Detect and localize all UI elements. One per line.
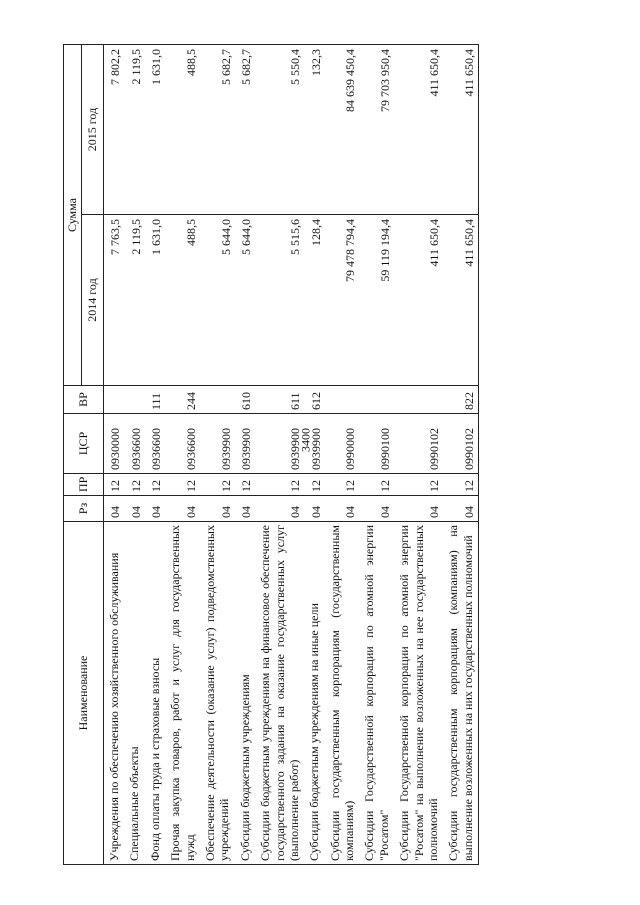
row-name: Субсидии Государственной корпорации по атомной энергии "Росатом" на выполнение возложенных на нее государственных полномочий bbox=[394, 522, 443, 865]
row-vr bbox=[124, 386, 144, 414]
row-name: Субсидии бюджетным учреждениям на иные цели bbox=[304, 522, 324, 865]
row-pr: 12 bbox=[200, 474, 235, 496]
row-vr: 111 bbox=[145, 386, 165, 414]
table-row bbox=[304, 44, 324, 864]
row-name: Фонд оплаты труда и страховые взносы bbox=[145, 522, 165, 865]
row-name: Учреждения по обеспечению хозяйственного обслуживания bbox=[104, 522, 125, 865]
row-rz: 04 bbox=[325, 496, 360, 522]
row-csr: 0936600 bbox=[165, 414, 200, 474]
row-sum-2015: 5 682,7 bbox=[235, 44, 255, 214]
header-2015: 2015 год bbox=[82, 44, 104, 214]
row-name: Прочая закупка товаров, работ и услуг для государственных нужд bbox=[165, 522, 200, 865]
table-row bbox=[124, 44, 144, 864]
row-csr: 0939900 bbox=[235, 414, 255, 474]
row-rz: 04 bbox=[304, 496, 324, 522]
row-pr: 12 bbox=[124, 474, 144, 496]
table-row bbox=[255, 44, 304, 864]
row-sum-2014: 79 478 794,4 bbox=[325, 215, 360, 386]
row-vr: 822 bbox=[443, 386, 478, 414]
table-row bbox=[394, 44, 443, 864]
row-pr: 12 bbox=[325, 474, 360, 496]
table-row bbox=[359, 44, 394, 864]
row-csr: 0939900 bbox=[304, 414, 324, 474]
header-name: Наименование bbox=[64, 522, 104, 865]
row-pr: 12 bbox=[235, 474, 255, 496]
row-sum-2015: 411 650,4 bbox=[394, 44, 443, 214]
row-sum-2014: 5 644,0 bbox=[200, 215, 235, 386]
row-name: Субсидии государственным корпорациям (государственным компаниям) bbox=[325, 522, 360, 865]
row-rz: 04 bbox=[394, 496, 443, 522]
row-sum-2014: 488,5 bbox=[165, 215, 200, 386]
page-number: 3400 bbox=[298, 428, 313, 452]
row-rz: 04 bbox=[235, 496, 255, 522]
row-csr: 0990000 bbox=[325, 414, 360, 474]
header-2014: 2014 год bbox=[82, 215, 104, 386]
row-rz: 04 bbox=[200, 496, 235, 522]
header-vr: ВР bbox=[64, 386, 104, 414]
row-sum-2015: 7 802,2 bbox=[104, 44, 125, 214]
row-sum-2014: 5 644,0 bbox=[235, 215, 255, 386]
row-sum-2014: 128,4 bbox=[304, 215, 324, 386]
row-vr: 244 bbox=[165, 386, 200, 414]
row-sum-2014: 1 631,0 bbox=[145, 215, 165, 386]
row-sum-2014: 7 763,5 bbox=[104, 215, 125, 386]
row-sum-2014: 411 650,4 bbox=[394, 215, 443, 386]
row-sum-2014: 2 119,5 bbox=[124, 215, 144, 386]
row-pr: 12 bbox=[304, 474, 324, 496]
row-name: Субсидии Государственной корпорации по атомной энергии "Росатом" bbox=[359, 522, 394, 865]
row-vr bbox=[104, 386, 125, 414]
row-vr bbox=[200, 386, 235, 414]
row-sum-2015: 84 639 450,4 bbox=[325, 44, 360, 214]
row-name: Субсидии государственным корпорациям (компаниям) на выполнение возложенных на них государственных полномочий bbox=[443, 522, 478, 865]
table-header bbox=[64, 44, 104, 864]
row-rz: 04 bbox=[104, 496, 125, 522]
row-vr bbox=[359, 386, 394, 414]
row-sum-2014: 59 119 194,4 bbox=[359, 215, 394, 386]
row-rz: 04 bbox=[359, 496, 394, 522]
row-name: Специальные объекты bbox=[124, 522, 144, 865]
row-sum-2015: 1 631,0 bbox=[145, 44, 165, 214]
row-vr: 610 bbox=[235, 386, 255, 414]
row-rz: 04 bbox=[124, 496, 144, 522]
table-row bbox=[235, 44, 255, 864]
row-csr: 0930000 bbox=[104, 414, 125, 474]
row-rz: 04 bbox=[255, 496, 304, 522]
row-sum-2015: 2 119,5 bbox=[124, 44, 144, 214]
header-rz: Рз bbox=[64, 496, 104, 522]
row-sum-2015: 132,3 bbox=[304, 44, 324, 214]
header-sum: Сумма bbox=[64, 44, 82, 385]
row-vr bbox=[325, 386, 360, 414]
table-row bbox=[104, 44, 125, 864]
row-sum-2015: 79 703 950,4 bbox=[359, 44, 394, 214]
row-pr: 12 bbox=[104, 474, 125, 496]
row-name: Субсидии бюджетным учреждениям bbox=[235, 522, 255, 865]
row-sum-2015: 488,5 bbox=[165, 44, 200, 214]
row-sum-2015: 411 650,4 bbox=[443, 44, 478, 214]
row-vr: 612 bbox=[304, 386, 324, 414]
row-sum-2015: 5 550,4 bbox=[255, 44, 304, 214]
table-row bbox=[165, 44, 200, 864]
table-row bbox=[200, 44, 235, 864]
table-row bbox=[145, 44, 165, 864]
row-pr: 12 bbox=[165, 474, 200, 496]
row-csr: 0939900 bbox=[200, 414, 235, 474]
row-sum-2014: 5 515,6 bbox=[255, 215, 304, 386]
row-pr: 12 bbox=[255, 474, 304, 496]
row-name: Субсидии бюджетным учреждениям на финансовое обеспечение государственного задания на оказание государственных услуг (выполнение работ) bbox=[255, 522, 304, 865]
row-rz: 04 bbox=[443, 496, 478, 522]
row-csr: 0990102 bbox=[443, 414, 478, 474]
row-rz: 04 bbox=[165, 496, 200, 522]
budget-table bbox=[63, 44, 479, 865]
row-vr bbox=[394, 386, 443, 414]
header-csr: ЦСР bbox=[64, 414, 104, 474]
row-pr: 12 bbox=[443, 474, 478, 496]
row-name: Обеспечение деятельности (оказание услуг) подведомственных учреждений bbox=[200, 522, 235, 865]
row-vr: 611 bbox=[255, 386, 304, 414]
row-csr: 0936600 bbox=[124, 414, 144, 474]
header-pr: ПР bbox=[64, 474, 104, 496]
row-sum-2014: 411 650,4 bbox=[443, 215, 478, 386]
row-csr: 0990102 bbox=[394, 414, 443, 474]
row-csr: 0990100 bbox=[359, 414, 394, 474]
row-pr: 12 bbox=[394, 474, 443, 496]
row-csr: 0936600 bbox=[145, 414, 165, 474]
table-row bbox=[443, 44, 478, 864]
budget-table-rotated bbox=[63, 45, 558, 865]
table-body bbox=[104, 44, 479, 864]
row-pr: 12 bbox=[145, 474, 165, 496]
row-rz: 04 bbox=[145, 496, 165, 522]
row-csr: 0939900 bbox=[255, 414, 304, 474]
table-row bbox=[325, 44, 360, 864]
row-pr: 12 bbox=[359, 474, 394, 496]
row-sum-2015: 5 682,7 bbox=[200, 44, 235, 214]
